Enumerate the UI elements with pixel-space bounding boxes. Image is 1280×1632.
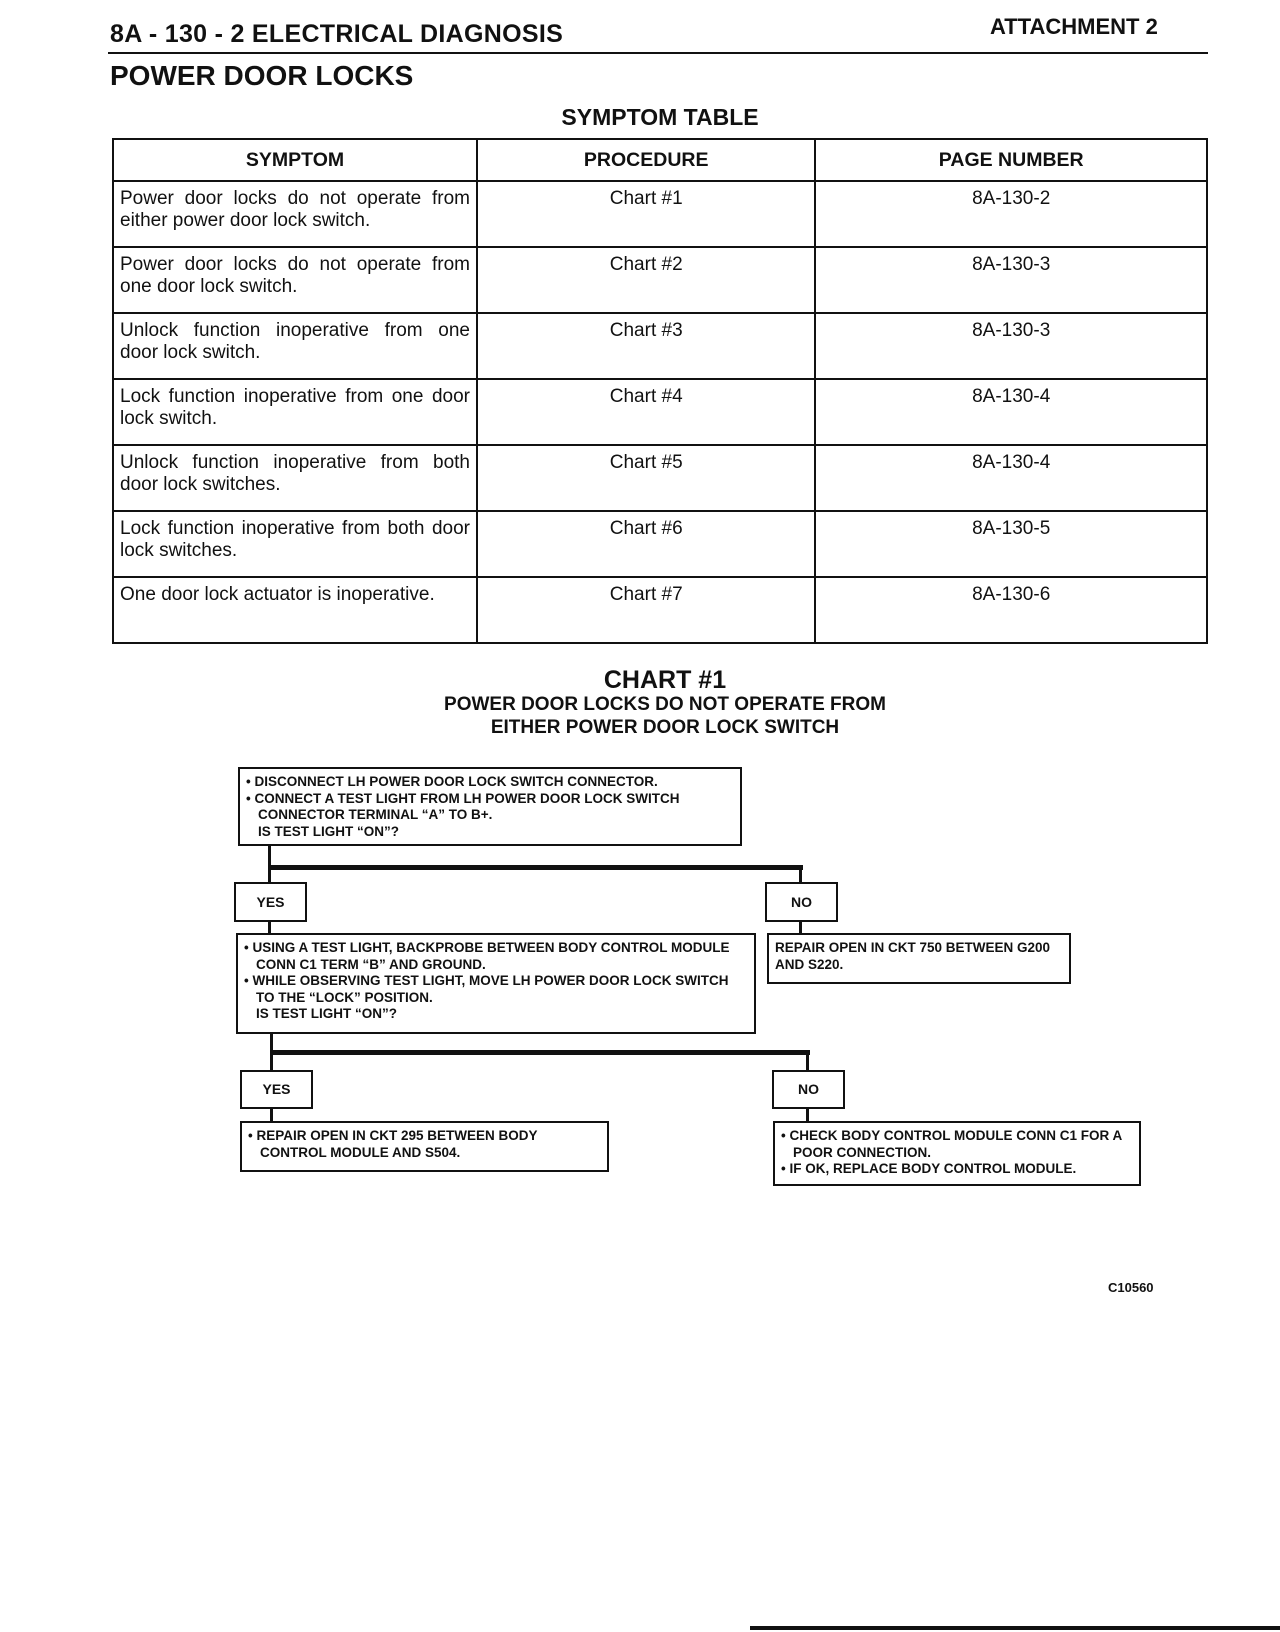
page-number-cell: 8A-130-6 [815, 577, 1207, 643]
procedure-cell: Chart #6 [477, 511, 815, 577]
step2-yes-result-box [240, 1121, 609, 1172]
symptom-cell: Power door locks do not operate from one door lock switch. [113, 247, 477, 313]
step1-no-label: NO [765, 882, 838, 922]
connector-line [268, 865, 803, 870]
table-row [113, 247, 1207, 313]
step2-question: IS TEST LIGHT “ON”? [256, 1006, 397, 1021]
attachment-label: ATTACHMENT 2 [990, 14, 1158, 39]
page-title: POWER DOOR LOCKS [110, 60, 414, 91]
page-number-cell: 8A-130-3 [815, 247, 1207, 313]
symptom-table-title: SYMPTOM TABLE [561, 104, 759, 130]
step2-yes-result-bullet: • REPAIR OPEN IN CKT 295 BETWEEN BODY CONTROL MODULE AND S504. [248, 1128, 538, 1160]
table-row [113, 379, 1207, 445]
step2-no-label: NO [772, 1070, 845, 1109]
connector-line [270, 1050, 810, 1055]
symptom-cell: One door lock actuator is inoperative. [113, 577, 477, 643]
procedure-cell: Chart #3 [477, 313, 815, 379]
symptom-table [112, 138, 1208, 644]
symptom-cell: Unlock function inoperative from both door lock switches. [113, 445, 477, 511]
table-row [113, 577, 1207, 643]
step2-yes-label: YES [240, 1070, 313, 1109]
table-header-row [113, 139, 1207, 181]
scan-edge-line [750, 1626, 1280, 1630]
step1-yes-label: YES [234, 882, 307, 922]
table-row [113, 445, 1207, 511]
procedure-cell: Chart #1 [477, 181, 815, 247]
connector-line [799, 865, 802, 883]
step1-no-result-box: REPAIR OPEN IN CKT 750 BETWEEN G200 AND S220. [767, 933, 1071, 984]
step2-no-result-bullet: • CHECK BODY CONTROL MODULE CONN C1 FOR A POOR CONNECTION. [781, 1128, 1122, 1160]
page-number-cell: 8A-130-4 [815, 379, 1207, 445]
step2-bullet: • USING A TEST LIGHT, BACKPROBE BETWEEN BODY CONTROL MODULE CONN C1 TERM “B” AND GROUND. [244, 940, 730, 972]
page-number-cell: 8A-130-4 [815, 445, 1207, 511]
step2-no-result-box [773, 1121, 1141, 1186]
table-row [113, 181, 1207, 247]
step2-bullet: • WHILE OBSERVING TEST LIGHT, MOVE LH POWER DOOR LOCK SWITCH TO THE “LOCK” POSITION. [244, 973, 729, 1005]
chart-subtitle-line1: POWER DOOR LOCKS DO NOT OPERATE FROM [444, 694, 886, 715]
connector-line [268, 845, 271, 883]
section-header: 8A - 130 - 2 ELECTRICAL DIAGNOSIS [110, 20, 564, 48]
page-number-cell: 8A-130-5 [815, 511, 1207, 577]
connector-line [806, 1108, 809, 1122]
step2-box [236, 933, 756, 1034]
column-header-procedure: PROCEDURE [477, 139, 815, 181]
symptom-cell: Lock function inoperative from both door lock switches. [113, 511, 477, 577]
table-row [113, 313, 1207, 379]
column-header-symptom: SYMPTOM [113, 139, 477, 181]
step1-bullet: • CONNECT A TEST LIGHT FROM LH POWER DOOR LOCK SWITCH CONNECTOR TERMINAL “A” TO B+. [246, 790, 680, 822]
connector-line [270, 1108, 273, 1122]
page-number-cell: 8A-130-2 [815, 181, 1207, 247]
symptom-cell: Lock function inoperative from one door lock switch. [113, 379, 477, 445]
connector-line [806, 1050, 809, 1071]
figure-code: C10560 [1108, 1280, 1154, 1295]
page-number-cell: 8A-130-3 [815, 313, 1207, 379]
chart-subtitle-line2: EITHER POWER DOOR LOCK SWITCH [490, 717, 840, 738]
column-header-page-number: PAGE NUMBER [815, 139, 1207, 181]
header-rule [108, 52, 1208, 54]
table-row [113, 511, 1207, 577]
procedure-cell: Chart #2 [477, 247, 815, 313]
chart-title: CHART #1 [603, 666, 727, 694]
symptom-cell: Power door locks do not operate from either power door lock switch. [113, 181, 477, 247]
step1-bullet: • DISCONNECT LH POWER DOOR LOCK SWITCH CONNECTOR. [246, 774, 658, 789]
step1-question: IS TEST LIGHT “ON”? [258, 823, 399, 839]
step2-no-result-bullet: • IF OK, REPLACE BODY CONTROL MODULE. [781, 1161, 1077, 1176]
step1-box [238, 767, 742, 846]
symptom-cell: Unlock function inoperative from one door lock switch. [113, 313, 477, 379]
procedure-cell: Chart #5 [477, 445, 815, 511]
procedure-cell: Chart #7 [477, 577, 815, 643]
procedure-cell: Chart #4 [477, 379, 815, 445]
